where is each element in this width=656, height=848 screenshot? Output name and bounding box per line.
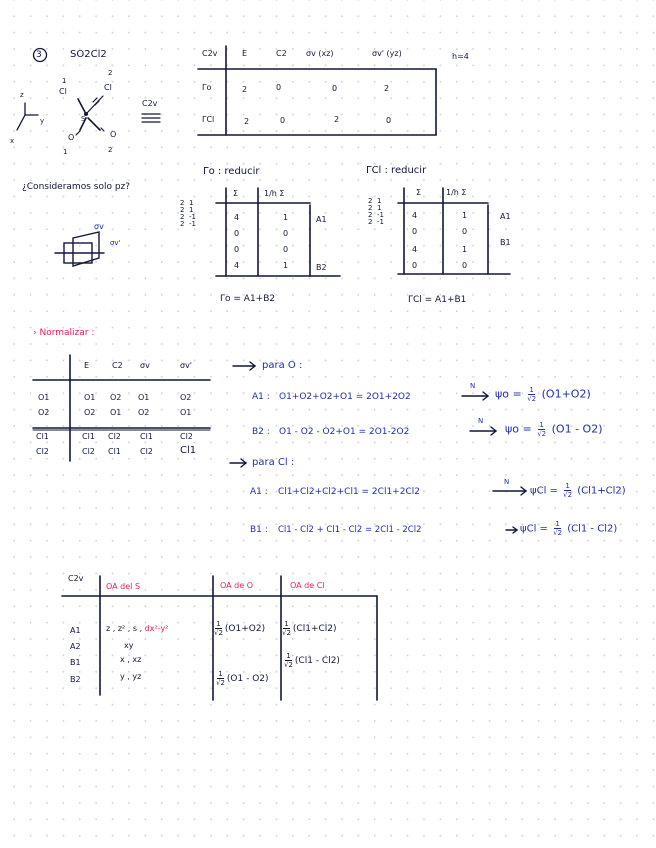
norm-cell: O1	[110, 408, 122, 417]
psi-tail: (O1 - O2)	[551, 422, 603, 436]
side-val: 2	[368, 204, 373, 212]
psi-tail: (Cl1 - Cl2)	[567, 523, 618, 535]
orb-s-pink: dx²-y²	[144, 624, 169, 633]
side-val: 2	[180, 220, 185, 228]
axis-y-label: y	[40, 117, 45, 125]
atom-o-1: O	[68, 133, 75, 142]
char-cell: 2	[384, 84, 390, 93]
norm-cell: O1	[180, 408, 192, 417]
o-number-1: 1	[63, 148, 68, 156]
fraction: $\frac{1}{√2}$	[527, 386, 537, 403]
cl-number-2: 2	[108, 69, 113, 77]
para-o-a1-expr: O1+O2+O2+O1 = 2O1+2O2	[279, 392, 411, 402]
para-o-a1-arrow-label: N	[470, 382, 476, 390]
orb-o-cell	[212, 620, 265, 637]
orb-row-label: B2	[70, 675, 81, 684]
orb-s-cell: x , xz	[120, 655, 142, 664]
orb-cl-tail: (Cl1+Cl2)	[292, 624, 337, 634]
atom-cl-2: Cl	[104, 83, 112, 92]
reduce-o-irrep: B2	[316, 263, 327, 272]
char-cell: 0	[386, 116, 392, 125]
para-o-b2-result	[505, 421, 602, 438]
norm-header: σv'	[180, 361, 193, 370]
reduce-o-cell: 0	[283, 245, 289, 254]
question-text: ¿Consideramos solo pz?	[22, 182, 131, 192]
orb-header-group: C2v	[68, 574, 84, 583]
sigma-vp-label: σv'	[110, 239, 121, 247]
reduce-o-title: Γo : reducir	[203, 166, 260, 177]
reduce-cl-side	[368, 198, 372, 226]
sigma-v-label: σv	[94, 222, 104, 231]
planes-sketch	[55, 232, 104, 266]
side-sign: 1	[377, 197, 382, 205]
reduce-o-cell: 0	[234, 245, 240, 254]
norm-row-label: Cl1	[36, 432, 49, 441]
orb-s-black: z , z² , s ,	[106, 624, 143, 633]
side-val: 2	[368, 211, 373, 219]
reduce-cl-title: ΓCl : reducir	[366, 165, 427, 176]
psi-label: ψCl =	[530, 485, 558, 497]
reduce-o-header-sum: Σ	[233, 189, 239, 198]
fraction: $\frac{1}{√2}$	[553, 520, 563, 537]
char-header-sv: σv (xz)	[306, 49, 334, 58]
norm-cell: Cl2	[82, 447, 95, 456]
orb-cl-cell	[282, 652, 340, 669]
orb-cl-cell	[280, 620, 337, 637]
molecule-formula: SO2Cl2	[70, 49, 107, 60]
reduce-o-cell: 4	[234, 213, 240, 222]
side-val: 2	[180, 213, 185, 221]
para-o-a1-result	[495, 386, 591, 403]
orb-s-cell: y , yz	[120, 672, 142, 681]
side-sign: 1	[189, 206, 194, 214]
reduce-o-side	[180, 200, 184, 228]
side-val: 2	[180, 199, 185, 207]
reduce-o-irrep: A1	[316, 215, 327, 224]
side-val: 2	[368, 218, 373, 226]
axis-z-label: z	[20, 91, 24, 99]
psi-label: ψCl =	[520, 523, 548, 535]
char-cell: 0	[276, 83, 282, 92]
orb-row-label: A2	[70, 642, 81, 651]
fraction: $\frac{1}{√2}$	[284, 652, 293, 669]
orb-row-label: A1	[70, 626, 81, 635]
side-sign: -1	[189, 220, 196, 228]
reduce-cl-irrep: B1	[500, 238, 511, 247]
c2v-label: C2v	[142, 99, 158, 108]
norm-row-label: O2	[38, 408, 50, 417]
orb-cl-tail: (Cl1 - Cl2)	[294, 656, 340, 666]
para-cl-a1-result	[530, 482, 626, 499]
orb-header-o: OA de O	[220, 581, 254, 590]
reduce-cl-header-sum: Σ	[416, 188, 422, 197]
norm-cell: O2	[138, 408, 150, 417]
fraction: $\frac{1}{√2}$	[563, 482, 573, 499]
norm-cell: O2	[84, 408, 96, 417]
reduce-cl-header-h: 1/h Σ	[446, 188, 467, 197]
para-o-b2-arrow-label: N	[478, 417, 484, 425]
reduce-cl-cell: 1	[462, 211, 468, 220]
orb-header-cl: OA de Cl	[290, 581, 325, 590]
reduce-cl-cell: 4	[412, 211, 418, 220]
reduce-cl-cell: 1	[462, 245, 468, 254]
para-cl-a1-expr: Cl1+Cl2+Cl2+Cl1 = 2Cl1+2Cl2	[278, 487, 420, 497]
para-o-b2-label: B2 :	[252, 427, 270, 437]
char-cell: 2	[334, 115, 340, 124]
psi-tail: (Cl1+Cl2)	[577, 485, 626, 497]
para-cl-a1-label: A1 :	[250, 487, 268, 497]
para-cl-b1-result	[520, 520, 617, 537]
axis-x-label: x	[10, 137, 15, 145]
side-sign: 1	[377, 204, 382, 212]
char-cell: 0	[280, 116, 286, 125]
char-cell: 2	[242, 85, 248, 94]
norm-cell: O1	[84, 393, 96, 402]
norm-header: C2	[112, 361, 123, 370]
orb-s-cell: xy	[124, 641, 134, 650]
para-cl-title: para Cl :	[252, 457, 295, 468]
o-number-2: 2	[108, 146, 113, 154]
fraction: $\frac{1}{√2}$	[537, 421, 547, 438]
psi-tail: (O1+O2)	[541, 387, 591, 401]
orb-header-s: OA del S	[106, 582, 141, 591]
fraction: $\frac{1}{√2}$	[282, 620, 291, 637]
reduce-o-cell: 4	[234, 261, 240, 270]
norm-cell: Cl2	[180, 432, 193, 441]
para-cl-a1-arrow-label: N	[504, 478, 510, 486]
char-header-c2: C2	[276, 49, 287, 58]
reduce-o-result: Γo = A1+B2	[220, 294, 276, 304]
problem-number: 3	[36, 50, 42, 60]
char-cell: 0	[332, 84, 338, 93]
reduce-o-cell: 0	[283, 229, 289, 238]
char-header-svp: σv' (yz)	[372, 49, 402, 58]
norm-cell: Cl1	[108, 447, 121, 456]
norm-row-label: O1	[38, 393, 50, 402]
reduce-o-cell: 1	[283, 213, 289, 222]
reduce-cl-cell: 0	[462, 227, 468, 236]
reduce-cl-cell: 4	[412, 245, 418, 254]
reduce-cl-irrep: A1	[500, 212, 511, 221]
char-row-label-cl: ΓCl	[202, 115, 215, 124]
orb-s-cell	[106, 625, 168, 633]
norm-cell: O2	[110, 393, 122, 402]
char-cell: 2	[244, 117, 250, 126]
char-header-group: C2v	[202, 49, 218, 58]
side-sign: 1	[189, 199, 194, 207]
reduce-o-signs	[189, 200, 196, 228]
axes-sketch	[17, 103, 38, 130]
side-sign: -1	[377, 211, 384, 219]
reduce-o-cell: 0	[234, 229, 240, 238]
orb-o-tail: (O1 - O2)	[226, 674, 269, 684]
side-val: 2	[180, 206, 185, 214]
side-val: 2	[368, 197, 373, 205]
norm-header: σv	[140, 361, 150, 370]
reduce-o-cell: 1	[283, 261, 289, 270]
char-row-label-o: Γo	[202, 83, 212, 92]
norm-cell: Cl1	[180, 445, 197, 456]
norm-header: E	[84, 361, 90, 370]
psi-label: ψo =	[495, 387, 522, 401]
atom-cl-1: Cl	[59, 87, 67, 96]
fraction: $\frac{1}{√2}$	[216, 670, 225, 687]
norm-cell: Cl2	[140, 447, 153, 456]
norm-cell: O2	[180, 393, 192, 402]
char-h-value: h=4	[452, 52, 469, 61]
atom-o-2: O	[110, 130, 117, 139]
para-o-title: para O :	[262, 360, 303, 371]
para-arrows	[230, 362, 526, 533]
norm-cell: Cl1	[140, 432, 153, 441]
reduce-cl-cell: 0	[412, 261, 418, 270]
reduce-cl-signs	[377, 198, 384, 226]
psi-label: ψo =	[505, 422, 532, 436]
reduce-o-header-h: 1/h Σ	[264, 189, 285, 198]
para-o-b2-expr: O1 - O2 - O2+O1 = 2O1-2O2	[279, 427, 410, 437]
para-o-a1-label: A1 :	[252, 392, 270, 402]
orb-row-label: B1	[70, 658, 81, 667]
side-sign: -1	[377, 218, 384, 226]
orb-o-tail: (O1+O2)	[224, 624, 266, 634]
norm-cell: Cl2	[108, 432, 121, 441]
char-table-lines	[198, 46, 436, 135]
cl-number-1: 1	[62, 77, 67, 85]
reduce-cl-cell: 0	[462, 261, 468, 270]
reduce-cl-result: ΓCl = A1+B1	[408, 295, 467, 305]
atom-s: S	[81, 115, 86, 123]
char-header-e: E	[242, 49, 248, 58]
norm-row-label: Cl2	[36, 447, 49, 456]
para-cl-b1-expr: Cl1 - Cl2 + Cl1 - Cl2 = 2Cl1 - 2Cl2	[278, 525, 422, 535]
side-sign: -1	[189, 213, 196, 221]
norm-cell: O1	[138, 393, 150, 402]
fraction: $\frac{1}{√2}$	[214, 620, 223, 637]
normalize-title: › Normalizar :	[33, 328, 95, 338]
orb-o-cell	[214, 670, 269, 687]
para-cl-b1-label: B1 :	[250, 525, 268, 535]
reduce-cl-cell: 0	[412, 227, 418, 236]
norm-cell: Cl1	[82, 432, 95, 441]
